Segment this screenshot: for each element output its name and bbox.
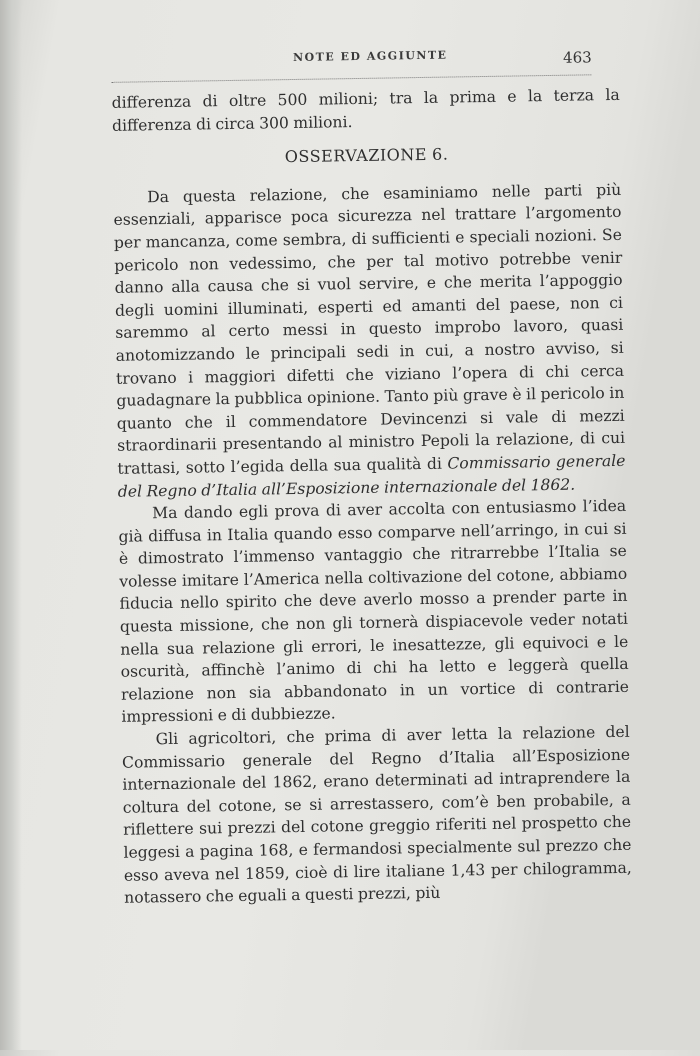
paragraph-1-italic: Commissario generale del Regno d’Italia all’Esposizione internazionale del 1862. [117, 451, 626, 501]
paragraph-2: Ma dando egli prova di aver accolta con entusiasmo l’idea già diffusa in Italia quando esso comparve nell’arringo, in cui si è dimostrato l’immenso vantaggio che ritrarrebbe l’Italia se volesse imitare l’America nella coltivazione del cotone, abbiamo fiducia nello spirito che deve averlo mosso a prender parte in questa missione, che non gli tornerà dispiacevole veder notati nella sua relazione gli errori, le inesattezze, gli equivoci e le oscurità, affinchè l’animo di chi ha letto e leggerà quella relazione non sia abbandonato in un vortice di contrarie impressioni e di dubbiezze. [118, 496, 630, 727]
header-dotted-rule [111, 74, 591, 83]
paragraph-3: Gli agricoltori, che prima di aver letta la relazione del Commissario generale del Regno d’Italia all’Esposizione internazionale del 1862, erano determinati ad intraprendere la coltura del cotone, se si arrestassero, com’è ben probabile, a riflettere sui prezzi del cotone greggio riferiti nel prospetto che leggesi a pagina 168, e fermandosi specialmente sul prezzo che esso aveva nel 1859, cioè di lire italiane 1,43 per chilogramma, notassero che eguali a questi prezzi, più [121, 722, 632, 907]
page-number: 463 [562, 48, 592, 67]
running-head: NOTE ED AGGIUNTE [292, 48, 448, 64]
paragraph-1 [113, 179, 626, 503]
body-text [112, 84, 633, 910]
paragraph-continuation: differenza di oltre 500 milioni; tra la prima e la terza la differenza di circa 300 milioni. [111, 85, 620, 135]
section-title: OSSERVAZIONE 6. [284, 144, 449, 167]
paragraph-1-text: Da questa relazione, che esaminiamo nelle parti più essenziali, apparisce poca sicurezza nel trattare l’argomento per mancanza, come sembra, di sufficienti e speciali nozioni. Se pericolo non vedessimo, che per tal motivo potrebbe venir danno alla causa che si vuol servire, e che merita l’appoggio degli uomini illuminati, esperti ed amanti del paese, non ci saremmo al certo messi in questo improbo lavoro, quasi anotomizzando le principali sedi in cui, a nostro avviso, si trovano i maggiori difetti che viziano l’opera di chi cerca guadagnare la pubblica opinione. Tanto più grave è il pericolo in quanto che il commendatore Devincenzi si vale di mezzi straordinarii presentando al ministro Pepoli la relazione, di cui trattasi, sotto l’egida della sua qualità di [113, 180, 626, 478]
